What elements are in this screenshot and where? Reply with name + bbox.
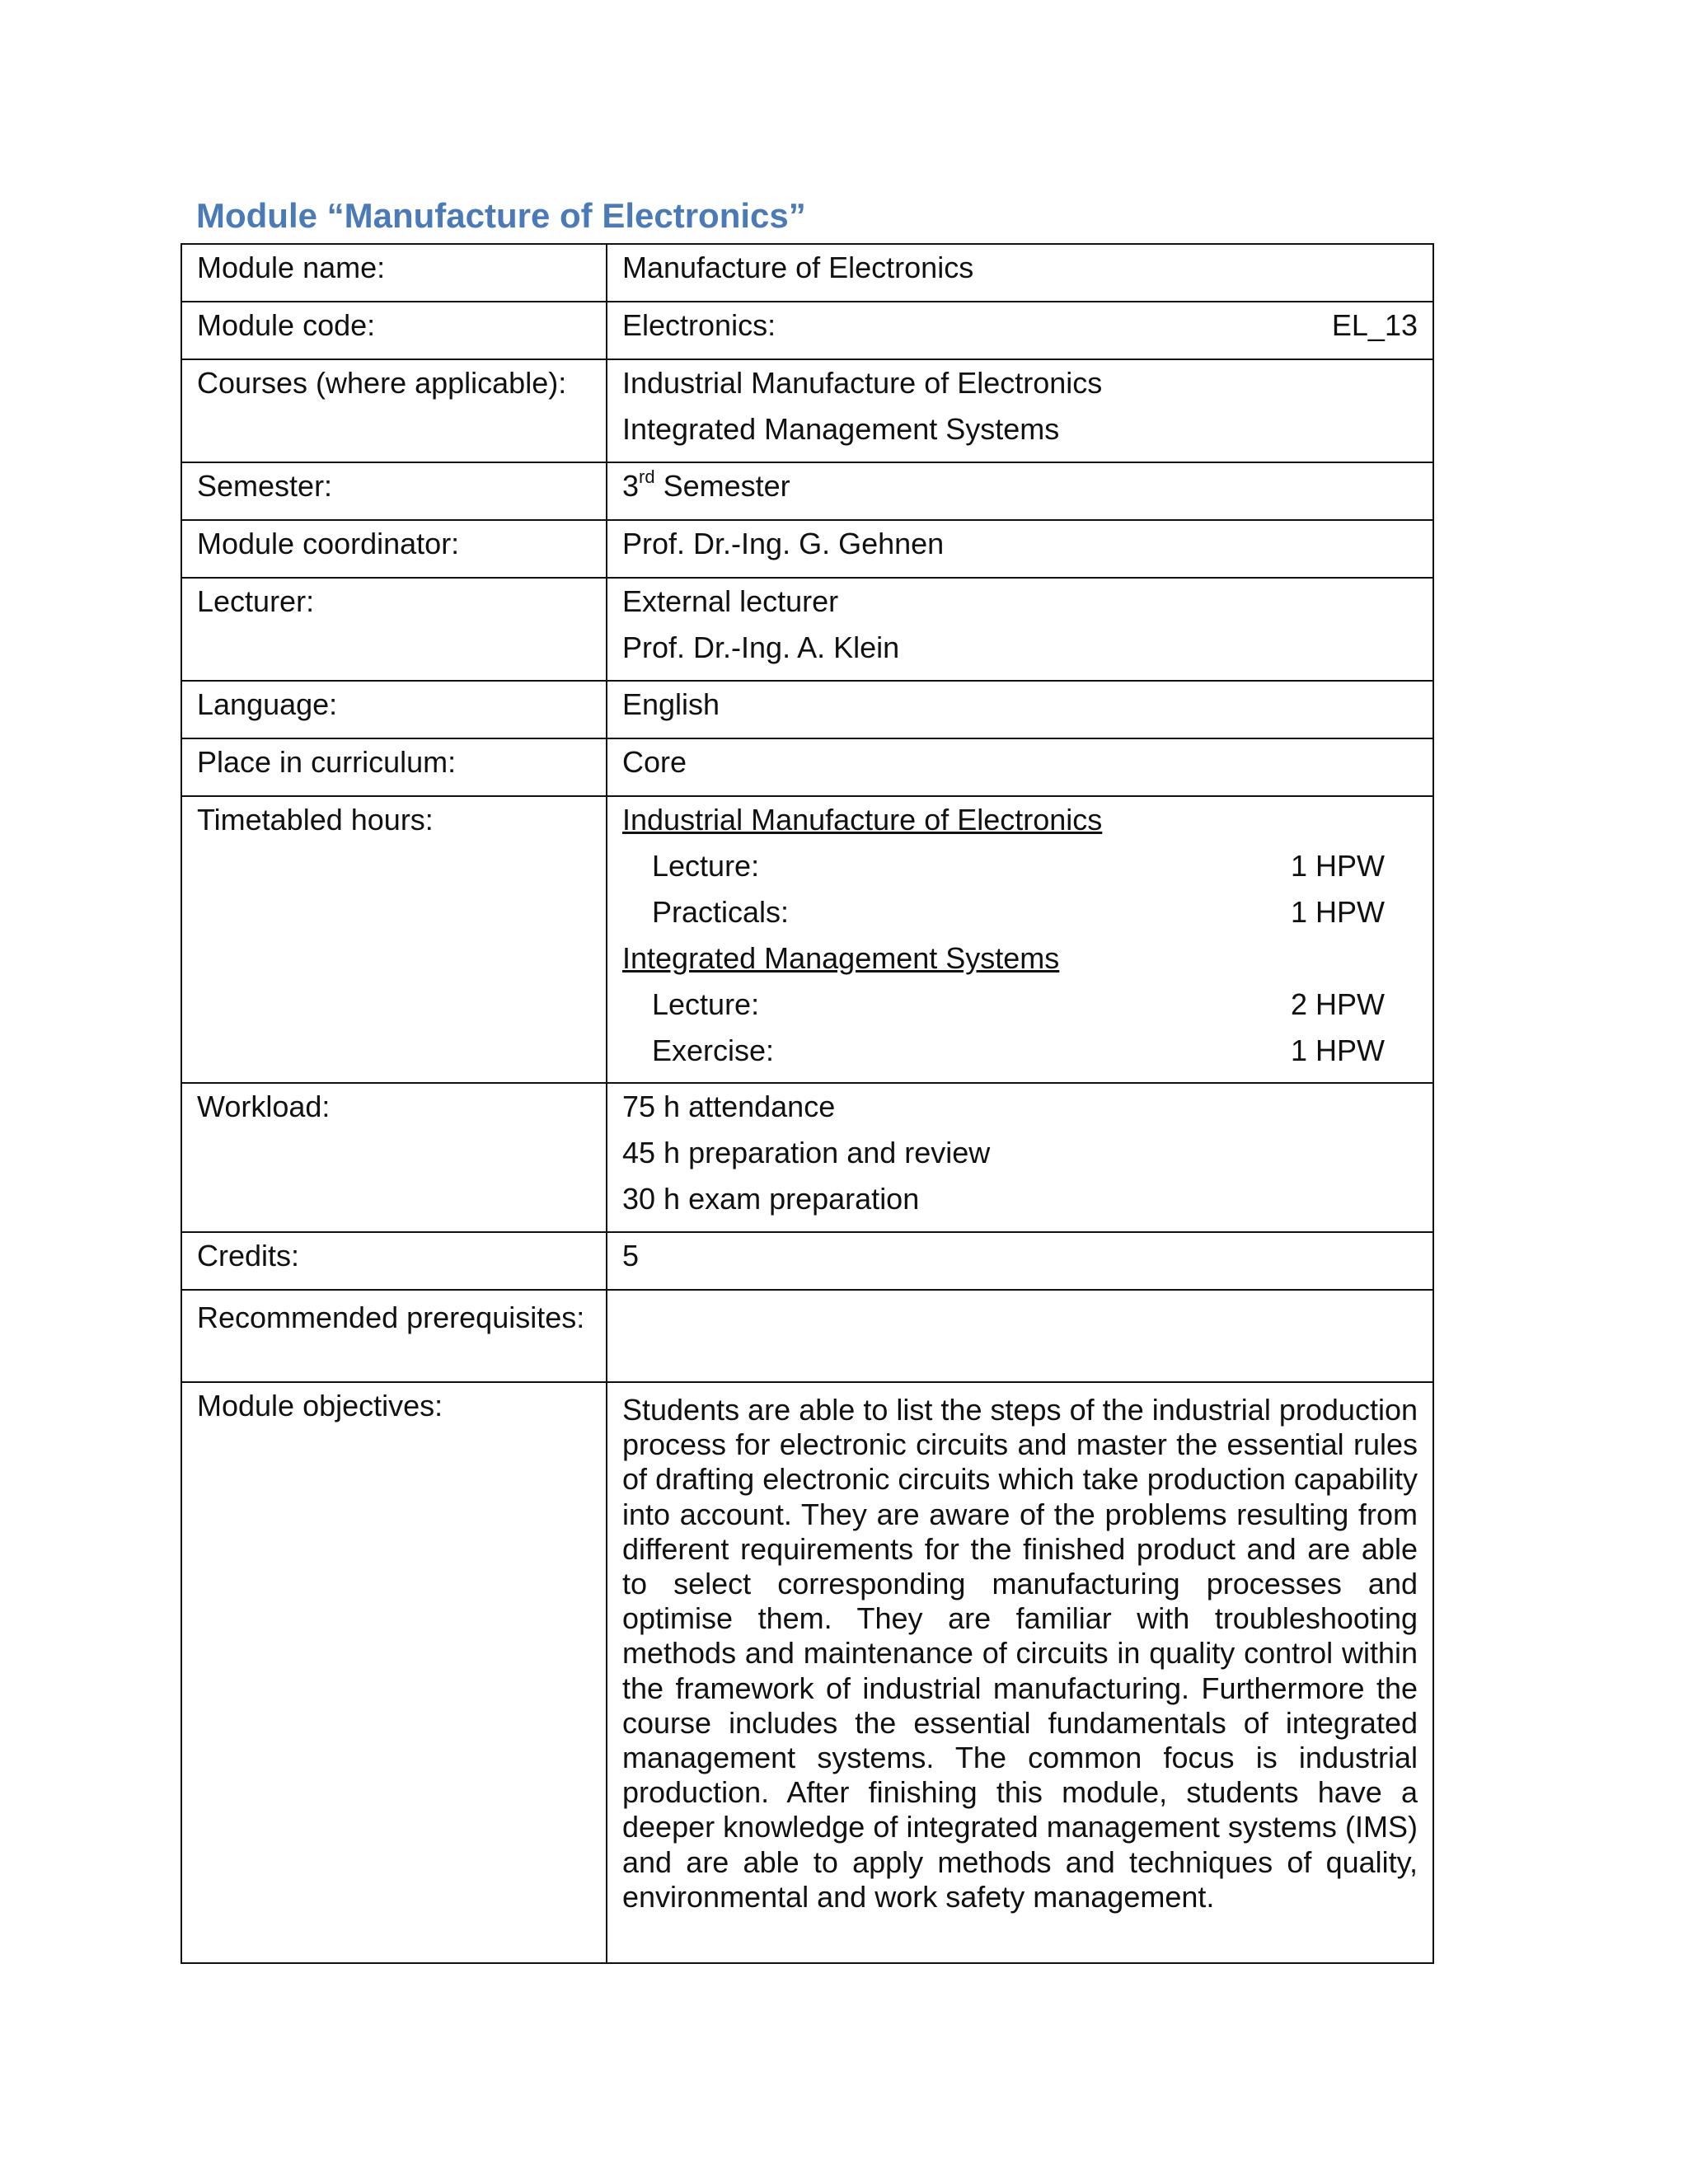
label-cell: [181, 796, 607, 1083]
row-timetabled-hours: [181, 796, 1433, 1083]
workload-item: 45 h preparation and review: [622, 1136, 991, 1169]
timetable-item: [622, 982, 1418, 1028]
objectives-text: Students are able to list the steps of the industrial production process for electronic circuits and master the essential rules of drafting electronic circuits which take production capability into account. They are aware of the problems resulting from different requirements for the finished product and are able to select corresponding manufacturing processes and optimise them. They are familiar with troubleshooting methods and maintenance of circuits in quality control within the framework of industrial manufacturing. Furthermore the course includes the essential fundamentals of integrated management systems. The common focus is industrial production. After finishing this module, students have a deeper knowledge of integrated management systems (IMS) and are able to apply methods and techniques of quality, environmental and work safety management.: [622, 1393, 1418, 1914]
prerequisites-label: Recommended prerequisites:: [197, 1301, 585, 1334]
label-cell: [181, 578, 607, 681]
value-cell: [607, 244, 1433, 302]
timetable-item: [622, 843, 1418, 889]
row-workload: [181, 1083, 1433, 1232]
language-label: Language:: [197, 687, 338, 721]
label-cell: [181, 1290, 607, 1382]
timetable-item-type: Practicals:: [652, 895, 790, 929]
value-cell: [607, 359, 1433, 462]
semester-label: Semester:: [197, 469, 333, 503]
timetable-item-hours: 1 HPW: [1290, 895, 1385, 929]
value-cell: [607, 1083, 1433, 1232]
timetable-item-type: Lecture:: [652, 987, 760, 1021]
semester-number: 3: [622, 469, 640, 503]
value-cell: [607, 681, 1433, 738]
label-cell: [181, 1083, 607, 1232]
row-prerequisites: [181, 1290, 1433, 1382]
value-cell: [607, 1382, 1433, 1963]
module-table: [181, 243, 1434, 1964]
workload-item: 30 h exam preparation: [622, 1182, 920, 1216]
row-module-objectives: [181, 1382, 1433, 1963]
label-cell: [181, 1382, 607, 1963]
label-cell: [181, 244, 607, 302]
label-cell: [181, 359, 607, 462]
row-place-in-curriculum: [181, 738, 1433, 796]
course-item: Integrated Management Systems: [622, 412, 1060, 446]
label-cell: [181, 302, 607, 359]
label-cell: [181, 1232, 607, 1290]
module-code-line: [622, 302, 1418, 349]
module-name-label: Module name:: [197, 251, 386, 284]
semester-line: [622, 463, 1418, 509]
row-coordinator: [181, 520, 1433, 578]
module-code-id: EL_13: [1331, 308, 1418, 342]
value-cell: [607, 796, 1433, 1083]
semester-ordinal-suffix: rd: [639, 466, 655, 487]
value-cell: [607, 1290, 1433, 1382]
value-cell: [607, 462, 1433, 520]
lecturer-item: External lecturer: [622, 584, 839, 618]
row-lecturer: [181, 578, 1433, 681]
value-cell: [607, 578, 1433, 681]
timetable-course-name: Integrated Management Systems: [622, 941, 1060, 975]
workload-label: Workload:: [197, 1090, 331, 1123]
label-cell: [181, 520, 607, 578]
lecturer-item: Prof. Dr.-Ing. A. Klein: [622, 630, 900, 664]
lecturer-label: Lecturer:: [197, 584, 315, 618]
timetable-item-type: Lecture:: [652, 849, 760, 883]
value-cell: [607, 738, 1433, 796]
row-module-name: [181, 244, 1433, 302]
language-value: English: [622, 687, 720, 721]
value-cell: [607, 520, 1433, 578]
value-cell: [607, 1232, 1433, 1290]
timetable-item-type: Exercise:: [652, 1033, 775, 1067]
label-cell: [181, 738, 607, 796]
row-language: [181, 681, 1433, 738]
semester-value: Semester: [663, 469, 790, 503]
place-value: Core: [622, 745, 687, 779]
course-item: Industrial Manufacture of Electronics: [622, 366, 1103, 400]
timetabled-label: Timetabled hours:: [197, 803, 434, 837]
coordinator-label: Module coordinator:: [197, 527, 460, 560]
timetable-course-name: Industrial Manufacture of Electronics: [622, 803, 1103, 837]
credits-value: 5: [622, 1239, 640, 1272]
timetable-item-hours: 2 HPW: [1290, 987, 1385, 1021]
timetable-item-hours: 1 HPW: [1290, 849, 1385, 883]
timetable-item-hours: 1 HPW: [1290, 1033, 1385, 1067]
workload-item: 75 h attendance: [622, 1090, 836, 1123]
module-code-value: Electronics:: [622, 308, 776, 342]
credits-label: Credits:: [197, 1239, 300, 1272]
place-label: Place in curriculum:: [197, 745, 457, 779]
timetable-item: [622, 889, 1418, 935]
objectives-label: Module objectives:: [197, 1389, 443, 1422]
page-title: Module “Manufacture of Electronics”: [196, 196, 806, 235]
label-cell: [181, 462, 607, 520]
row-semester: [181, 462, 1433, 520]
module-name-value: Manufacture of Electronics: [622, 251, 974, 284]
courses-label: Courses (where applicable):: [197, 366, 567, 400]
label-cell: [181, 681, 607, 738]
coordinator-value: Prof. Dr.-Ing. G. Gehnen: [622, 527, 945, 560]
row-module-code: [181, 302, 1433, 359]
row-credits: [181, 1232, 1433, 1290]
timetable-item: [622, 1028, 1418, 1074]
value-cell: [607, 302, 1433, 359]
row-courses: [181, 359, 1433, 462]
module-code-label: Module code:: [197, 308, 376, 342]
